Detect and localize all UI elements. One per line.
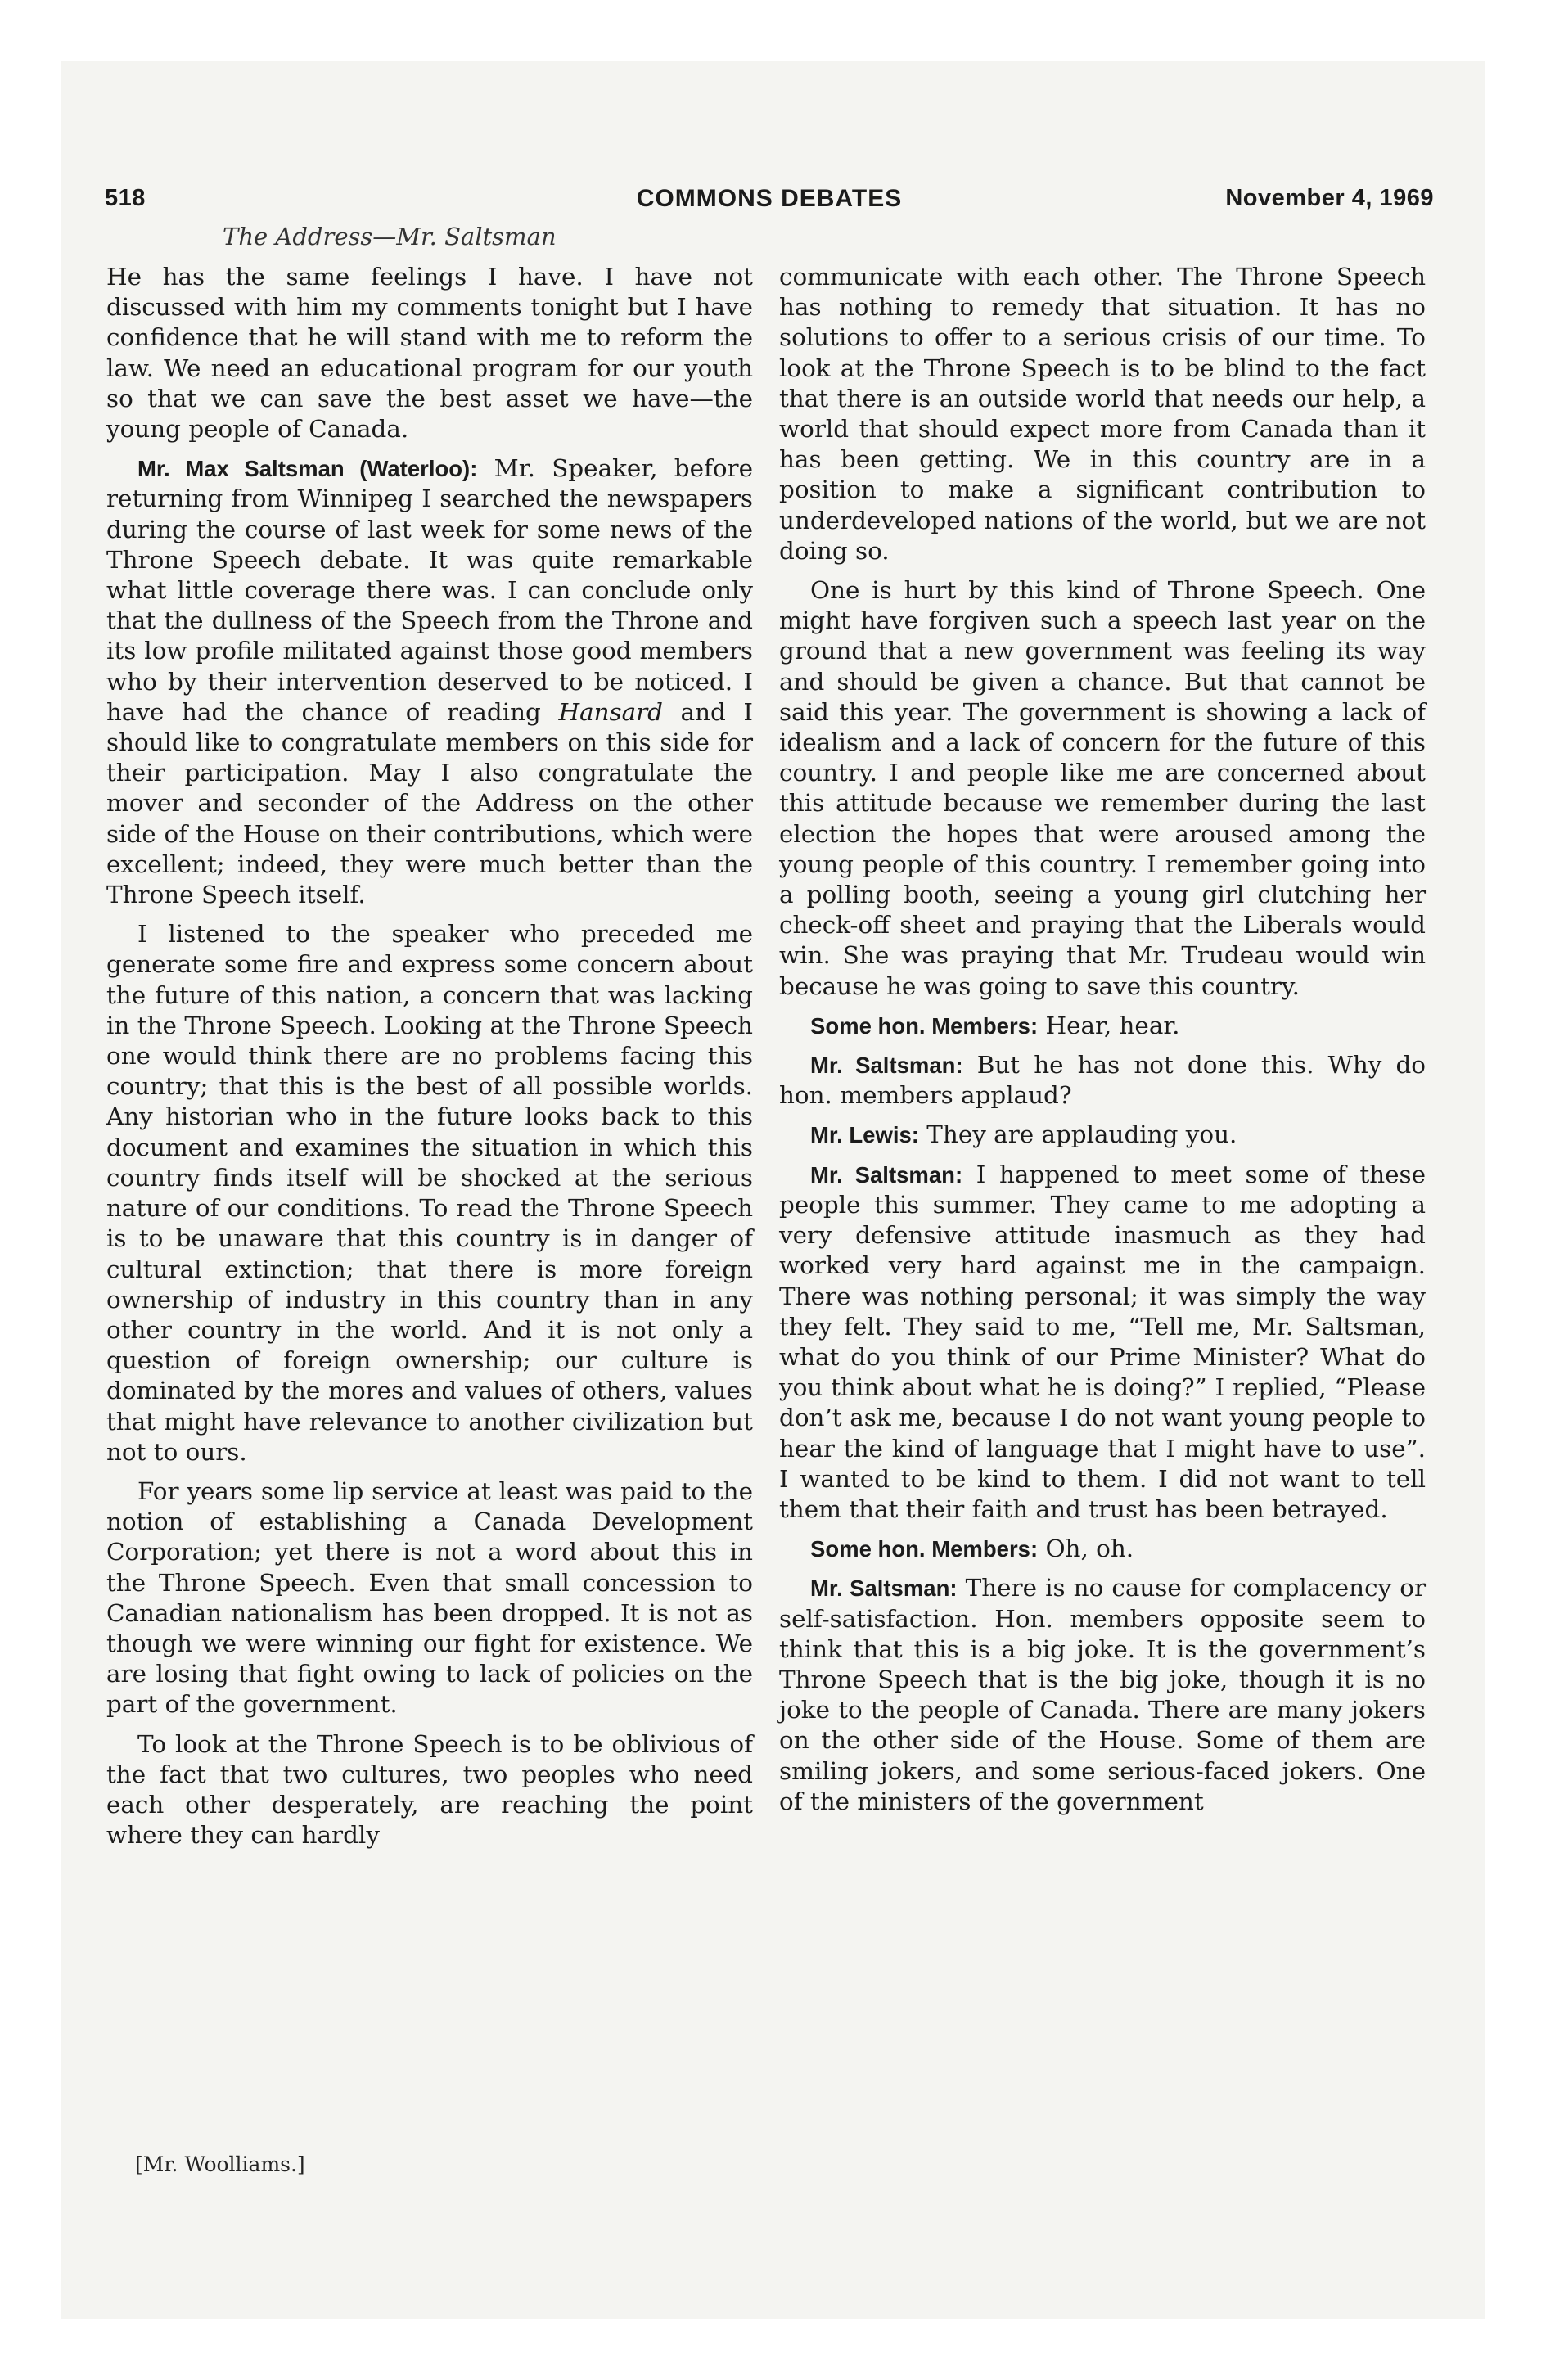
speaker-name: Mr. Saltsman: — [810, 1161, 963, 1188]
page-date: November 4, 1969 — [1225, 185, 1434, 211]
paragraph — [779, 1050, 1426, 1111]
speaker-name: Mr. Max Saltsman (Waterloo): — [137, 456, 478, 482]
footnote: [Mr. Woolliams.] — [135, 2152, 305, 2176]
paragraph: For years some lip service at least was paid to the notion of establishing a Canada Development Corporation; yet there is not a word about this in the Throne Speech. Even that small concession to Canadian nationalism has been dropped. It is not as though we were winning our fight for existence. We are losing that fight owing to lack of policies on the part of the government. — [106, 1476, 753, 1719]
paragraph: I listened to the speaker who preceded me generate some fire and express some concern about the future of this nation, a concern that was lacking in the Throne Speech. Looking at the Throne Speech one would think there are no problems facing this country; that this is the best of all possible worlds. Any historian who in the future looks back to this document and examines the situation in which this country finds itself will be shocked at the serious nature of our conditions. To read the Throne Speech is to be unaware that this country is in danger of cultural extinction; that there is more foreign ownership of industry in this country than in any other country in the world. And it is not only a question of foreign ownership; our culture is dominated by the mores and values of others, values that might have relevance to another civilization but not to ours. — [106, 920, 753, 1466]
speaker-name: Mr. Saltsman: — [810, 1575, 958, 1602]
speaker-name: Mr. Lewis: — [810, 1122, 919, 1148]
paragraph — [779, 1011, 1426, 1041]
speech-text: I happened to meet some of these people this summer. They came to me adopting a very defensive attitude inasmuch as they had worked very hard against me in the campaign. There was nothing personal; it was simply the way they felt. They said to me, “Tell me, Mr. Saltsman, what do you think of our Prime Minister? What do you think about what he is doing?” I replied, “Please don’t ask me, because I do not want young people to hear the kind of language that I might have to use”. I wanted to be kind to them. I did not want to tell them that their faith and trust has been betrayed. — [779, 1160, 1426, 1523]
paragraph: He has the same feelings I have. I have not discussed with him my comments tonight but I have confidence that he will stand with me to reform the law. We need an educational program for our youth so that we can save the best asset we have—the young people of Canada. — [106, 263, 753, 444]
paragraph — [779, 1573, 1426, 1817]
page-number: 518 — [105, 185, 146, 211]
speech-text: and I should like to congratulate members on this side for their participation. May I also congratulate the mover and seconder of the Address on the other side of the House on their contributions, which were excellent; indeed, they were much better than the Throne Speech itself. — [106, 697, 754, 909]
paragraph — [106, 453, 753, 910]
speech-text: They are applauding you. — [918, 1120, 1237, 1149]
speaker-name: Mr. Saltsman: — [810, 1053, 963, 1079]
left-column — [106, 262, 753, 1859]
paragraph: To look at the Throne Speech is to be oblivious of the fact that two cultures, two peoples who need each other desperately, are reaching the point where they can hardly — [106, 1729, 753, 1850]
running-head: The Address—Mr. Saltsman — [223, 223, 557, 250]
paragraph: One is hurt by this kind of Throne Speech. One might have forgiven such a speech last year on the ground that a new government was feeling its way and should be given a chance. But that cannot be said this year. The government is showing a lack of idealism and a lack of concern for the future of this country. I and people like me are concerned about this attitude because we remember during the last election the hopes that were aroused among the young people of this country. I remember going into a polling booth, seeing a young girl clutching her check-off sheet and praying that the Liberals would win. She was praying that Mr. Trudeau would win because he was going to save this country. — [779, 576, 1426, 1000]
page-header — [105, 185, 1434, 224]
right-column — [779, 262, 1426, 1826]
speaker-name: Some hon. Members: — [810, 1536, 1039, 1562]
speech-text: Mr. Speaker, before returning from Winnipeg I searched the newspapers during the course of last week for some news of the Throne Speech debate. It was quite remarkable what little coverage there was. I can conclude only that the dullness of the Speech from the Throne and its low profile militated against those good members who by their intervention deserved to be noticed. I have had the chance of reading — [106, 454, 753, 726]
speech-text: There is no cause for complacency or self-satisfaction. Hon. members opposite seem to think that this is a big joke. It is the government’s Throne Speech that is the big joke, though it is no joke to the people of Canada. There are many jokers on the other side of the House. Some of them are smiling jokers, and some serious-faced jokers. One of the ministers of the government — [779, 1574, 1427, 1815]
speech-text: Oh, oh. — [1038, 1535, 1134, 1563]
paragraph: communicate with each other. The Throne Speech has nothing to remedy that situation. It has no solutions to offer to a serious crisis of our time. To look at the Throne Speech is to be blind to the fact that there is an outside world that needs our help, a world that should expect more from Canada than it has been getting. We in this country are in a position to make a significant contribution to underdeveloped nations of the world, but we are not doing so. — [779, 263, 1426, 565]
italic-title: Hansard — [558, 697, 663, 726]
paragraph — [779, 1534, 1426, 1564]
speaker-name: Some hon. Members: — [810, 1012, 1039, 1039]
paragraph — [779, 1160, 1426, 1525]
speech-text: Hear, hear. — [1038, 1011, 1180, 1039]
journal-title: COMMONS DEBATES — [636, 185, 903, 212]
speech-text: But he has not done this. Why do hon. members applaud? — [779, 1051, 1426, 1110]
paragraph — [779, 1120, 1426, 1150]
